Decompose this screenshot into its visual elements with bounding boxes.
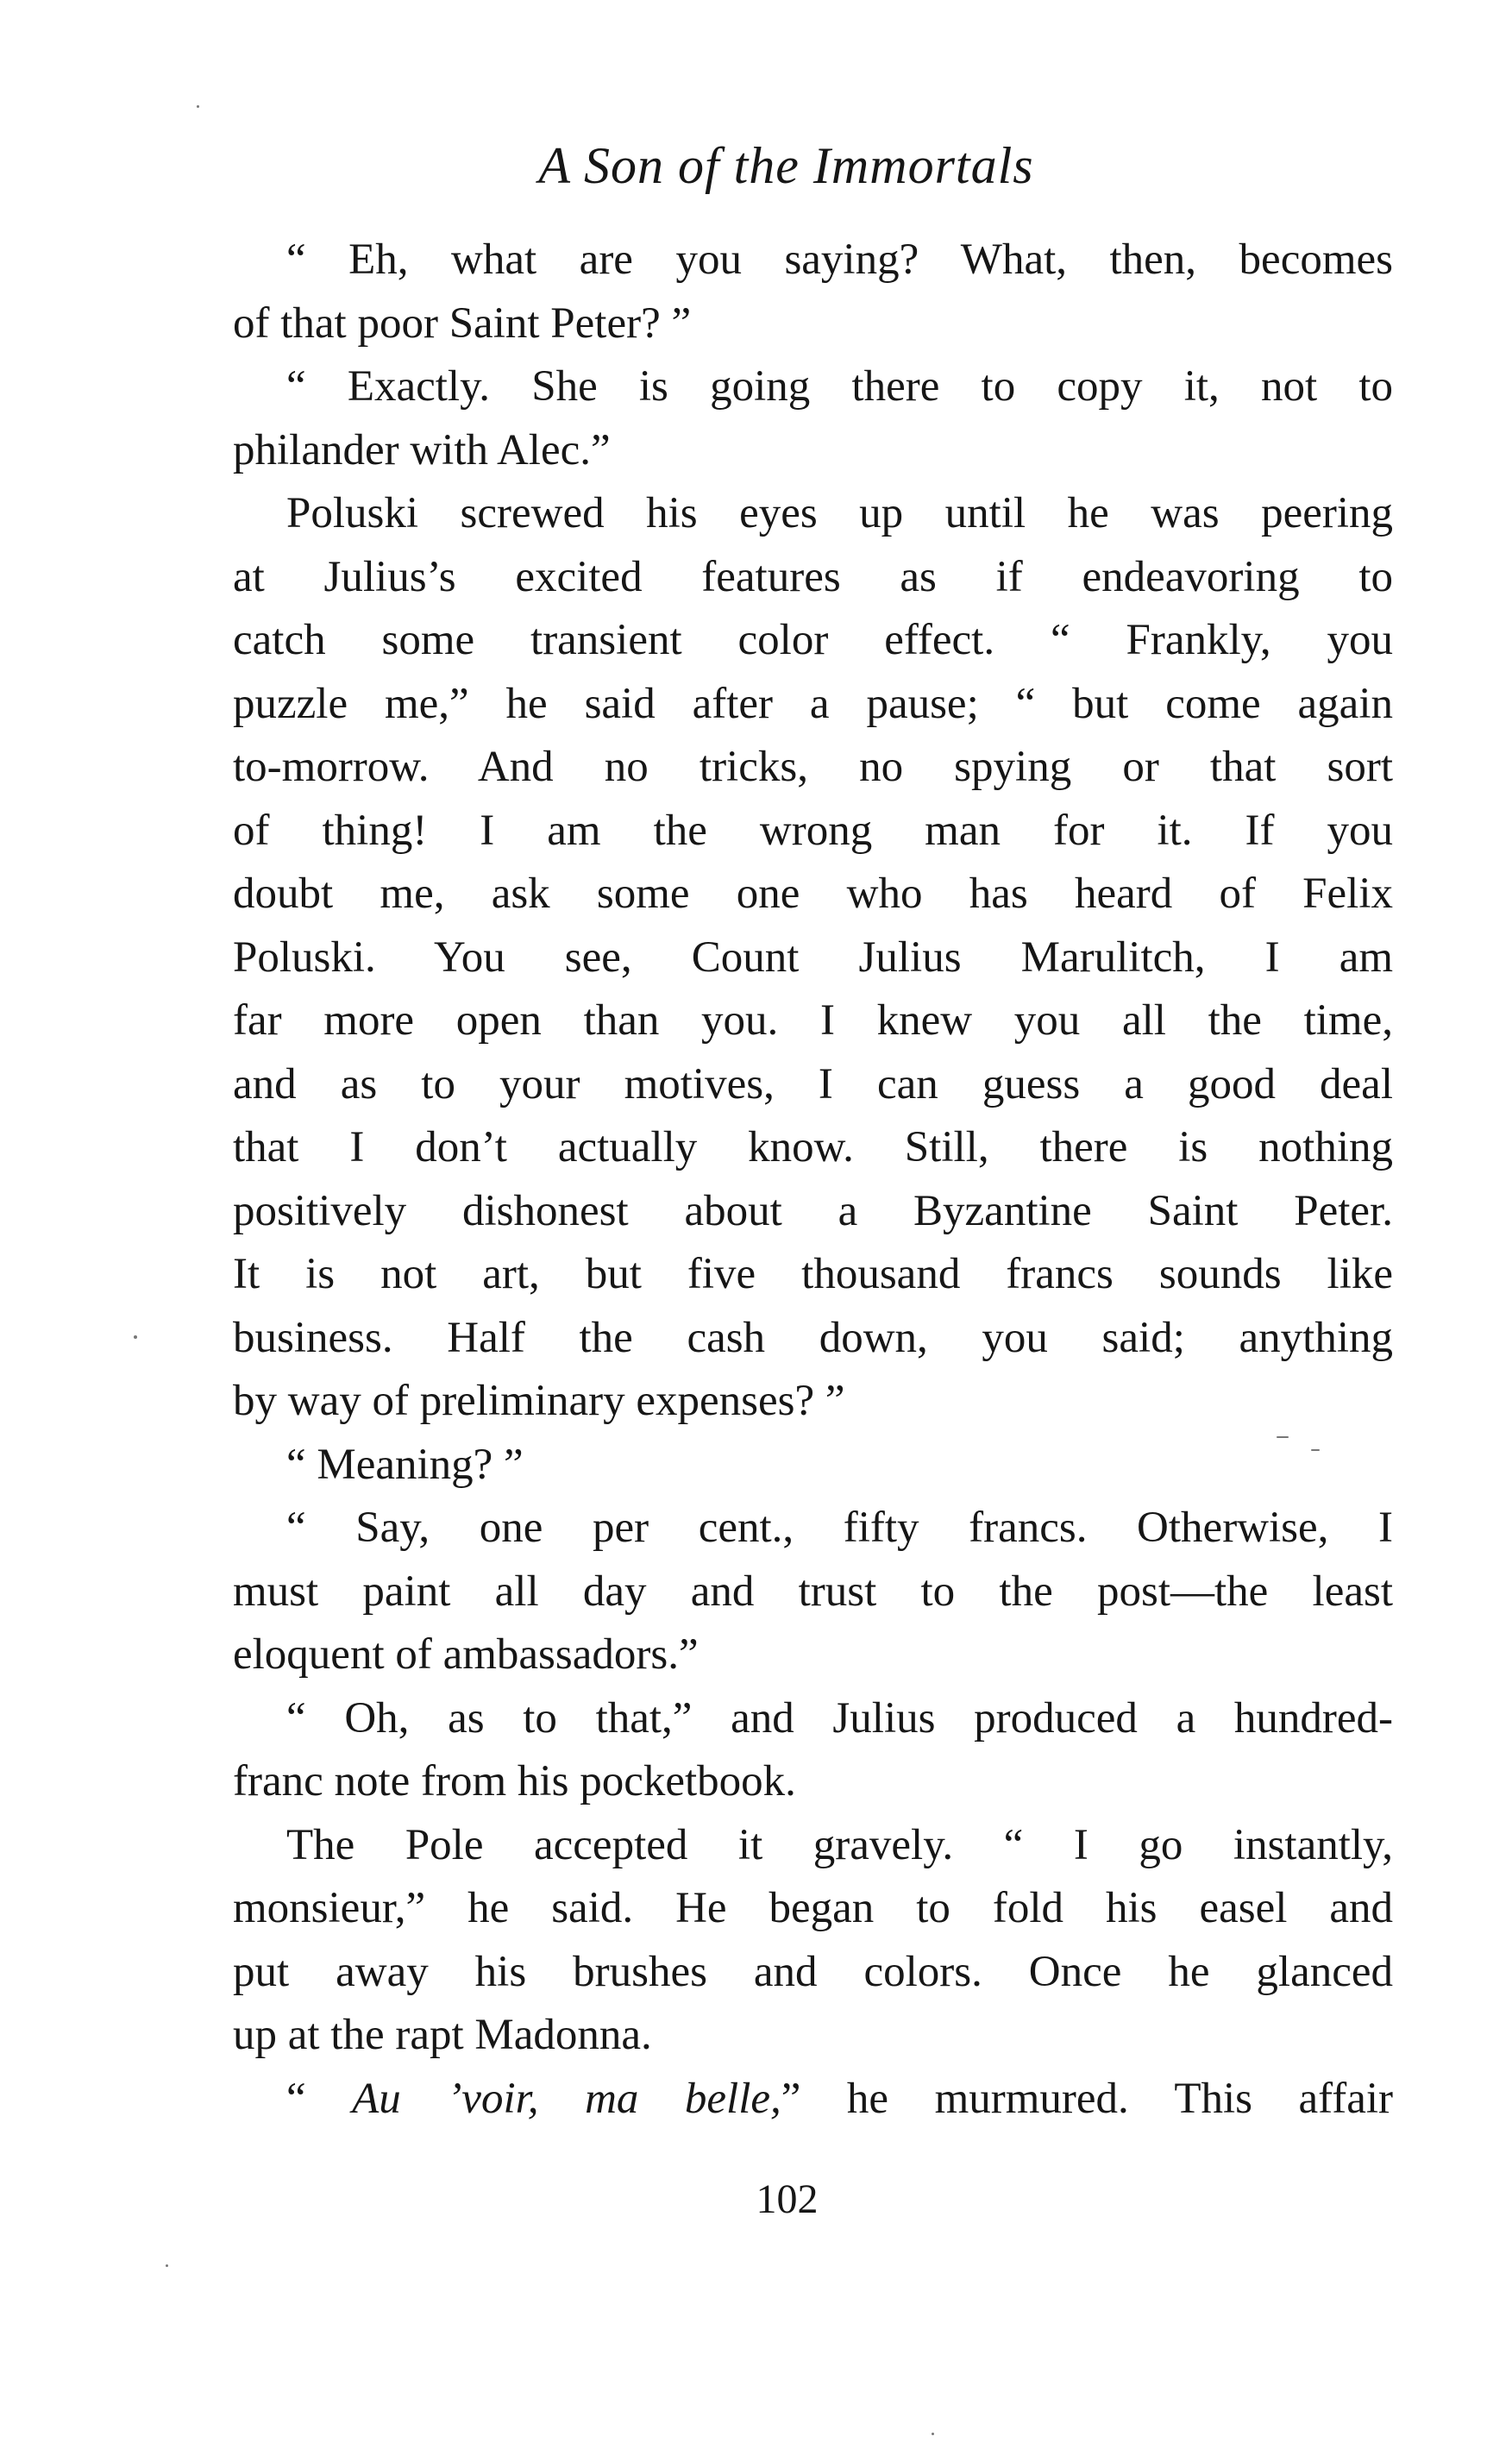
scan-speck — [134, 1335, 137, 1339]
text-line: monsieur,” he said. He began to fold his easel and — [233, 1884, 1393, 1932]
text-line: put away his brushes and colors. Once he glanced — [233, 1947, 1393, 1996]
text-line: doubt me, ask some one who has heard of Felix — [233, 870, 1393, 918]
text-line: “ Say, one per cent., fifty francs. Otherwise, I — [286, 1504, 1393, 1552]
text-line: The Pole accepted it gravely. “ I go instantly, — [286, 1820, 1393, 1869]
running-head: A Son of the Immortals — [538, 137, 1034, 194]
text-line: philander with Alec.” — [233, 425, 611, 474]
page-number: 102 — [756, 2176, 819, 2222]
text-line: up at the rapt Madonna. — [233, 2011, 652, 2059]
text-line: far more open than you. I knew you all the time, — [233, 996, 1393, 1045]
scan-speck — [166, 2264, 168, 2267]
scan-speck — [197, 105, 199, 108]
open-quote: “ — [286, 2074, 353, 2123]
final-text-line — [233, 2068, 1393, 2132]
scan-speck — [932, 2433, 934, 2435]
text-line: “ Eh, what are you saying? What, then, becomes — [286, 235, 1393, 284]
text-line: It is not art, but five thousand francs sounds like — [233, 1250, 1393, 1298]
text-line: puzzle me,” he said after a pause; “ but come again — [233, 679, 1393, 728]
text-line: franc note from his pocketbook. — [233, 1757, 796, 1805]
text-line: at Julius’s excited features as if endeavoring to — [233, 552, 1393, 601]
text-line: Poluski. You see, Count Julius Marulitch, I am — [233, 933, 1393, 982]
text-line: “ Meaning? ” — [286, 1440, 524, 1489]
scan-speck — [1277, 1436, 1289, 1438]
text-line: “ Oh, as to that,” and Julius produced a hundred- — [286, 1693, 1393, 1743]
final-line-rest: ” he murmured. This affair — [781, 2074, 1394, 2123]
text-line: catch some transient color effect. “ Frankly, you — [233, 616, 1393, 664]
text-line: must paint all day and trust to the post—the least — [233, 1567, 1393, 1616]
text-line: that I don’t actually know. Still, there is nothing — [233, 1123, 1393, 1171]
text-line: “ Exactly. She is going there to copy it, not to — [286, 362, 1393, 411]
text-line: of thing! I am the wrong man for it. If you — [233, 806, 1393, 855]
text-line: positively dishonest about a Byzantine Saint Peter. — [233, 1186, 1393, 1235]
text-line: to-morrow. And no tricks, no spying or that sort — [233, 743, 1393, 791]
text-line: eloquent of ambassadors.” — [233, 1630, 699, 1679]
text-line: Poluski screwed his eyes up until he was peering — [286, 489, 1393, 537]
text-line: business. Half the cash down, you said; anything — [233, 1313, 1393, 1362]
body-text — [233, 229, 1393, 2131]
text-line: of that poor Saint Peter? ” — [233, 298, 692, 348]
scan-speck — [1311, 1449, 1320, 1451]
italic-phrase: Au ’voir, ma belle, — [352, 2074, 781, 2123]
text-line: and as to your motives, I can guess a good deal — [233, 1059, 1393, 1108]
text-line: by way of preliminary expenses? ” — [233, 1377, 845, 1425]
